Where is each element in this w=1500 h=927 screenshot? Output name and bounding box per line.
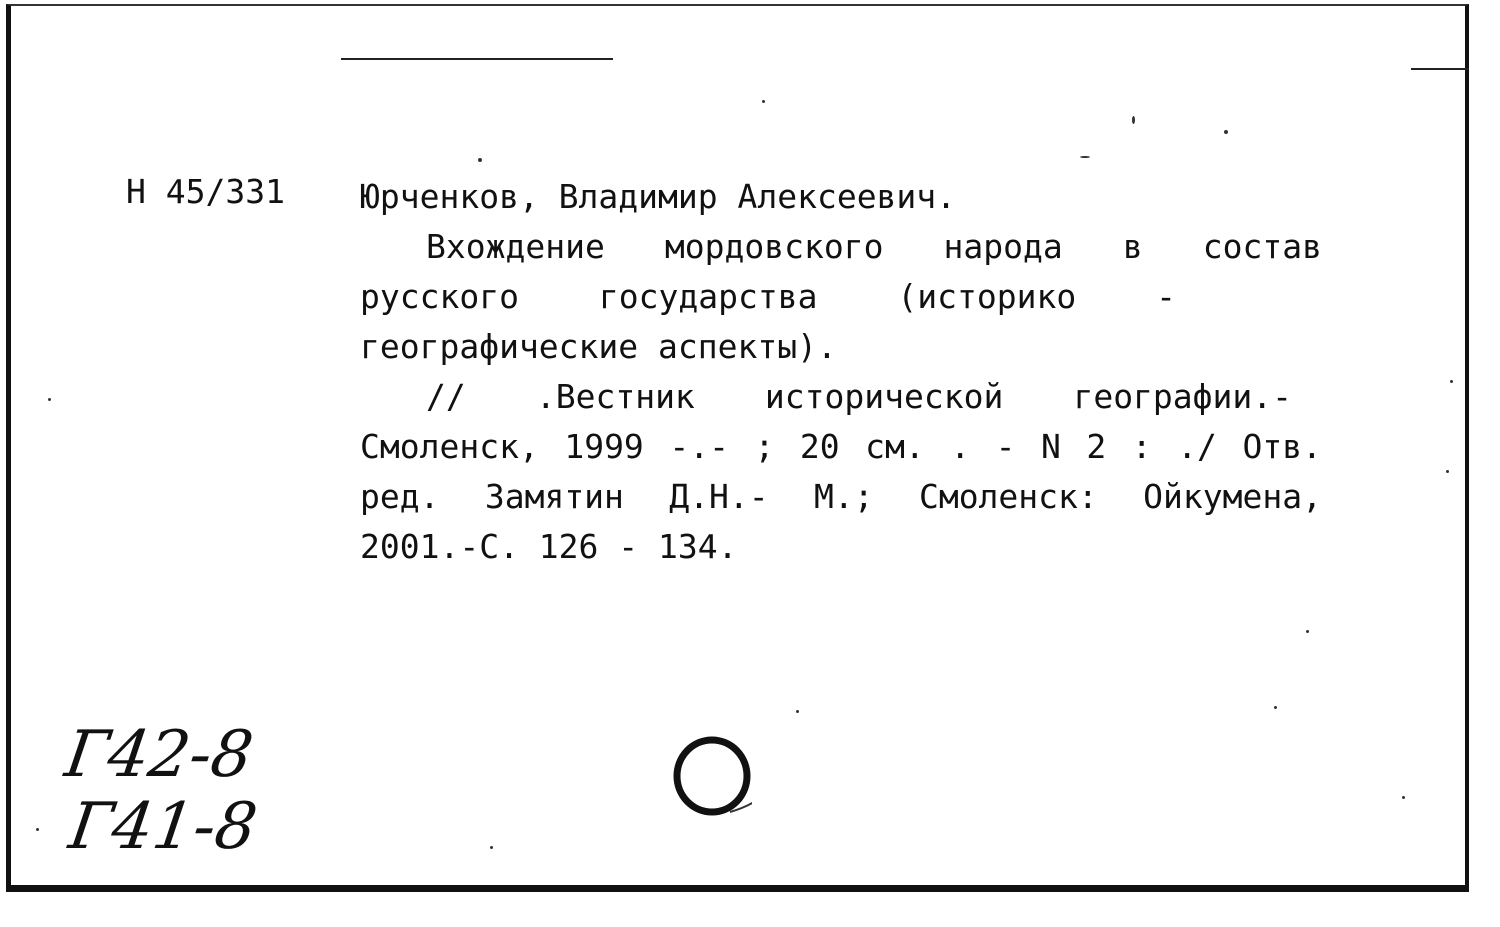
source-word: Д.Н.- bbox=[669, 477, 769, 516]
title-word: - bbox=[1156, 277, 1176, 316]
speck bbox=[762, 100, 765, 103]
title-word: Вхождение bbox=[426, 227, 605, 266]
handwritten-code-2: Г41-8 bbox=[64, 790, 262, 864]
speck bbox=[796, 710, 799, 713]
source-word: Замятин bbox=[484, 477, 624, 516]
title-word: в bbox=[1122, 227, 1143, 266]
source-word: М.; bbox=[813, 477, 874, 516]
source-word: 2 bbox=[1086, 427, 1107, 466]
punch-hole-icon bbox=[672, 736, 752, 816]
title-line-3: географические аспекты). bbox=[360, 327, 837, 366]
source-word: .Вестник bbox=[535, 377, 695, 416]
author-heading: Юрченков, Владимир Алексеевич. bbox=[360, 177, 957, 216]
source-word: см. bbox=[865, 427, 925, 466]
source-word: Смоленск, bbox=[360, 427, 539, 466]
speck bbox=[1306, 630, 1309, 633]
source-word: . bbox=[950, 427, 971, 466]
speck bbox=[1224, 130, 1228, 134]
speck bbox=[36, 828, 39, 831]
speck bbox=[1274, 706, 1277, 709]
speck bbox=[478, 158, 482, 162]
source-word: Ойкумена, bbox=[1143, 477, 1322, 516]
shelfmark: Н 45/331 bbox=[126, 172, 285, 211]
speck bbox=[1132, 116, 1135, 124]
source-word: Смоленск: bbox=[918, 477, 1098, 516]
top-rule-line bbox=[341, 58, 613, 60]
source-word: 20 bbox=[799, 427, 840, 466]
source-line-3 bbox=[360, 472, 1322, 522]
source-word: ; bbox=[754, 427, 775, 466]
source-word: 1999 bbox=[564, 427, 644, 466]
source-word: ./ bbox=[1177, 427, 1217, 466]
source-word: N bbox=[1041, 427, 1061, 466]
bibliographic-entry bbox=[360, 172, 1322, 572]
source-word: географии.- bbox=[1073, 377, 1292, 416]
source-line-2 bbox=[360, 422, 1322, 472]
speck bbox=[1450, 380, 1453, 383]
speck bbox=[1446, 470, 1449, 473]
title-word: государства bbox=[598, 277, 818, 316]
speck bbox=[1402, 796, 1405, 799]
title-line-2 bbox=[360, 272, 1322, 322]
source-word: -.- bbox=[669, 427, 729, 466]
title-line-1 bbox=[360, 222, 1322, 272]
source-word: - bbox=[995, 427, 1016, 466]
title-word: состав bbox=[1202, 227, 1322, 266]
right-rule-line bbox=[1411, 68, 1469, 70]
source-word: исторической bbox=[764, 377, 1004, 416]
source-word: Отв. bbox=[1242, 427, 1322, 466]
title-word: (историко bbox=[897, 277, 1077, 316]
speck bbox=[48, 398, 51, 401]
source-word: // bbox=[426, 377, 466, 416]
source-line-4: 2001.-С. 126 - 134. bbox=[360, 527, 738, 566]
title-word: мордовского bbox=[664, 227, 884, 266]
speck bbox=[1080, 156, 1090, 158]
source-word: ред. bbox=[360, 477, 440, 516]
title-word: народа bbox=[943, 227, 1063, 266]
handwritten-code-1: Г42-8 bbox=[60, 718, 258, 792]
source-line-1 bbox=[360, 372, 1322, 422]
title-word: русского bbox=[360, 277, 519, 316]
source-word: : bbox=[1131, 427, 1152, 466]
speck bbox=[490, 846, 493, 849]
